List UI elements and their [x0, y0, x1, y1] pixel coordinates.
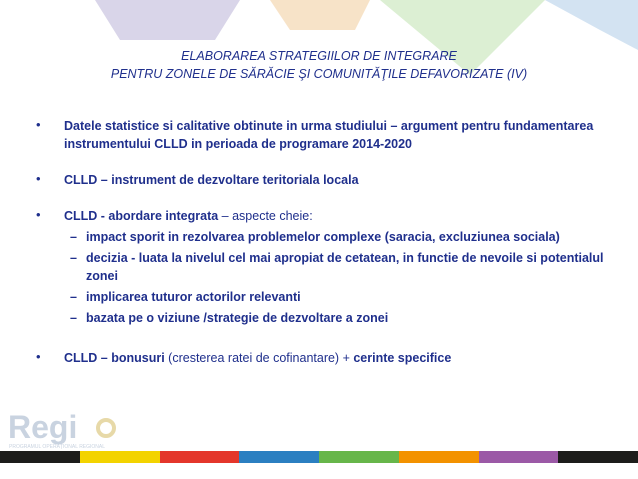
- bullet-text-normal: (cresterea ratei de cofinantare) +: [164, 351, 354, 365]
- color-stripe-bar: [0, 451, 638, 463]
- logo-wordmark: Regi: [8, 409, 78, 445]
- bullet-item: [36, 171, 616, 189]
- bullet-item: [36, 117, 616, 153]
- bullet-item: [36, 349, 616, 367]
- bullet-text: Datele statistice si calitative obtinute in urma studiului – argument pentru fundamentarea instrumentului CLLD in perioada de programare 2014-2020: [64, 119, 594, 151]
- bullet-text-bold: cerinte specifice: [353, 351, 452, 365]
- bullet-marker: •: [36, 349, 41, 364]
- logo-ring: [98, 420, 114, 436]
- sub-bullet-text: implicarea tuturor actorilor relevanti: [86, 290, 301, 304]
- sub-bullet-marker: –: [70, 251, 77, 265]
- bullet-item: [36, 207, 616, 225]
- sub-bullet-item: [36, 288, 616, 306]
- stripe: [399, 451, 479, 463]
- stripe: [0, 451, 80, 463]
- sub-bullet-marker: –: [70, 311, 77, 325]
- stripe: [80, 451, 160, 463]
- stripe: [239, 451, 319, 463]
- stripe: [319, 451, 399, 463]
- sub-bullet-text: decizia - luata la nivelul cel mai apropiat de cetatean, in functie de nevoile si potentialul zonei: [86, 251, 604, 283]
- bullet-marker: •: [36, 117, 41, 132]
- bullet-text-bold: CLLD - abordare integrata: [64, 209, 219, 223]
- bullet-text: CLLD – instrument de dezvoltare teritoriala locala: [64, 173, 359, 187]
- bullet-text-normal: – aspecte cheie:: [218, 209, 313, 223]
- logo-tagline: PROGRAMUL OPERAȚIONAL REGIONAL: [9, 444, 106, 450]
- stripe: [479, 451, 559, 463]
- sub-bullet-item: [36, 249, 616, 285]
- bullet-text-bold: CLLD – bonusuri: [64, 351, 165, 365]
- sub-bullet-text: bazata pe o viziune /strategie de dezvoltare a zonei: [86, 311, 389, 325]
- title-line-1: ELABORAREA STRATEGIILOR DE INTEGRARE: [181, 49, 457, 63]
- sub-bullet-text: impact sporit in rezolvarea problemelor complexe (saracia, excluziunea sociala): [86, 230, 560, 244]
- decor-shape-purple: [95, 0, 240, 40]
- decor-shape-blue: [545, 0, 638, 50]
- bullet-marker: •: [36, 171, 41, 186]
- sub-bullet-item: [36, 228, 616, 246]
- title-line-2: PENTRU ZONELE DE SĂRĂCIE ŞI COMUNITĂŢILE DEFAVORIZATE (IV): [110, 67, 528, 81]
- bullet-marker: •: [36, 207, 41, 222]
- sub-bullet-marker: –: [70, 230, 77, 244]
- regio-logo: [8, 406, 118, 450]
- sub-bullet-item: [36, 309, 616, 327]
- slide-title: [0, 47, 638, 83]
- stripe: [160, 451, 240, 463]
- stripe: [558, 451, 638, 463]
- slide-content: [36, 117, 616, 367]
- decor-shape-peach: [270, 0, 370, 30]
- sub-bullet-marker: –: [70, 290, 77, 304]
